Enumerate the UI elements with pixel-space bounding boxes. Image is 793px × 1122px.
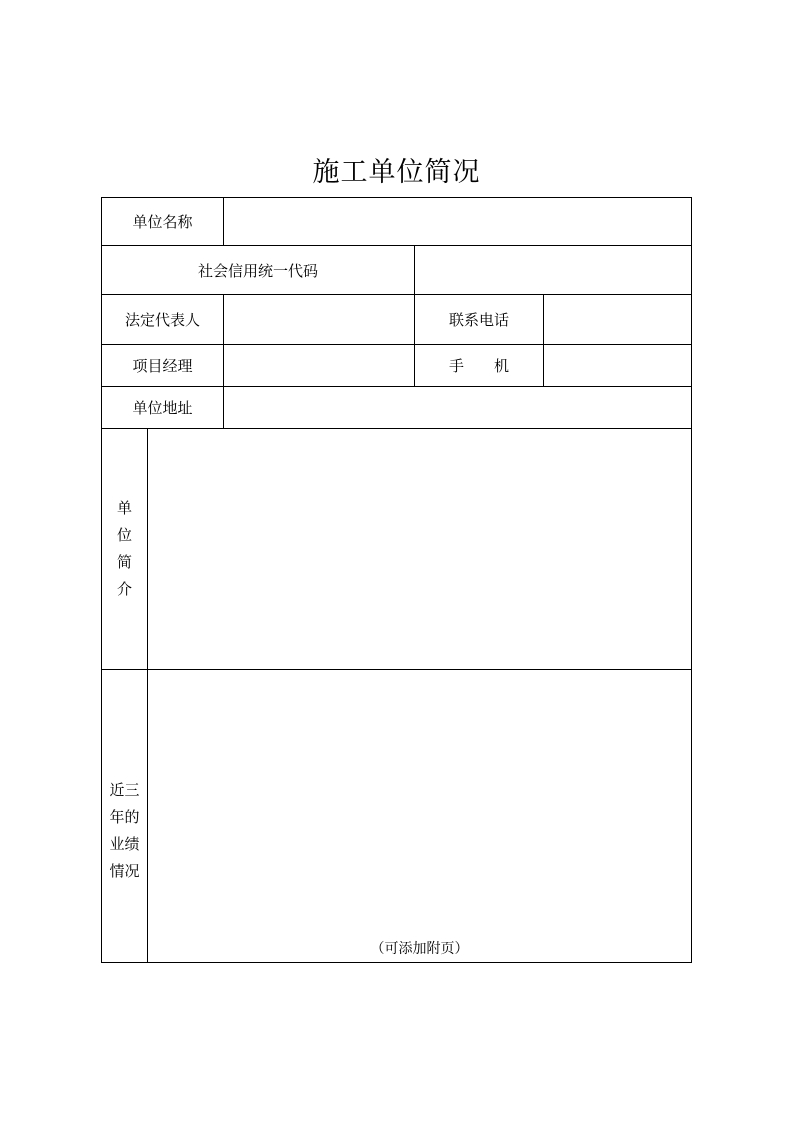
page-title: 施工单位简况 xyxy=(312,157,481,188)
performance-line: 年的 xyxy=(109,808,140,826)
unit-intro-char: 单 xyxy=(116,499,132,517)
attachment-note: （可添加附页） xyxy=(370,941,469,957)
unit-intro-char: 位 xyxy=(116,526,132,544)
unit-intro-char: 介 xyxy=(116,580,132,598)
unit-address-label: 单位地址 xyxy=(132,399,193,417)
credit-code-field[interactable] xyxy=(415,246,691,294)
unit-intro-label xyxy=(102,429,147,669)
performance-line: 情况 xyxy=(109,862,140,880)
mobile-field[interactable] xyxy=(544,345,691,386)
company-profile-form xyxy=(101,197,692,963)
unit-address-field[interactable] xyxy=(224,387,691,428)
legal-rep-field[interactable] xyxy=(224,295,414,344)
performance-line: 近三 xyxy=(109,781,140,799)
unit-intro-char: 简 xyxy=(116,553,132,571)
performance-line: 业绩 xyxy=(109,835,140,853)
project-manager-field[interactable] xyxy=(224,345,414,386)
mobile-label: 手 机 xyxy=(448,357,509,375)
contact-phone-label: 联系电话 xyxy=(448,311,509,329)
credit-code-label: 社会信用统一代码 xyxy=(197,261,318,280)
performance-field[interactable] xyxy=(148,670,691,930)
contact-phone-field[interactable] xyxy=(544,295,691,344)
performance-label xyxy=(102,670,147,962)
unit-name-field[interactable] xyxy=(224,198,691,245)
legal-rep-label: 法定代表人 xyxy=(124,311,200,329)
unit-name-label: 单位名称 xyxy=(132,213,193,231)
project-manager-label: 项目经理 xyxy=(132,357,193,375)
unit-intro-field[interactable] xyxy=(148,429,691,669)
